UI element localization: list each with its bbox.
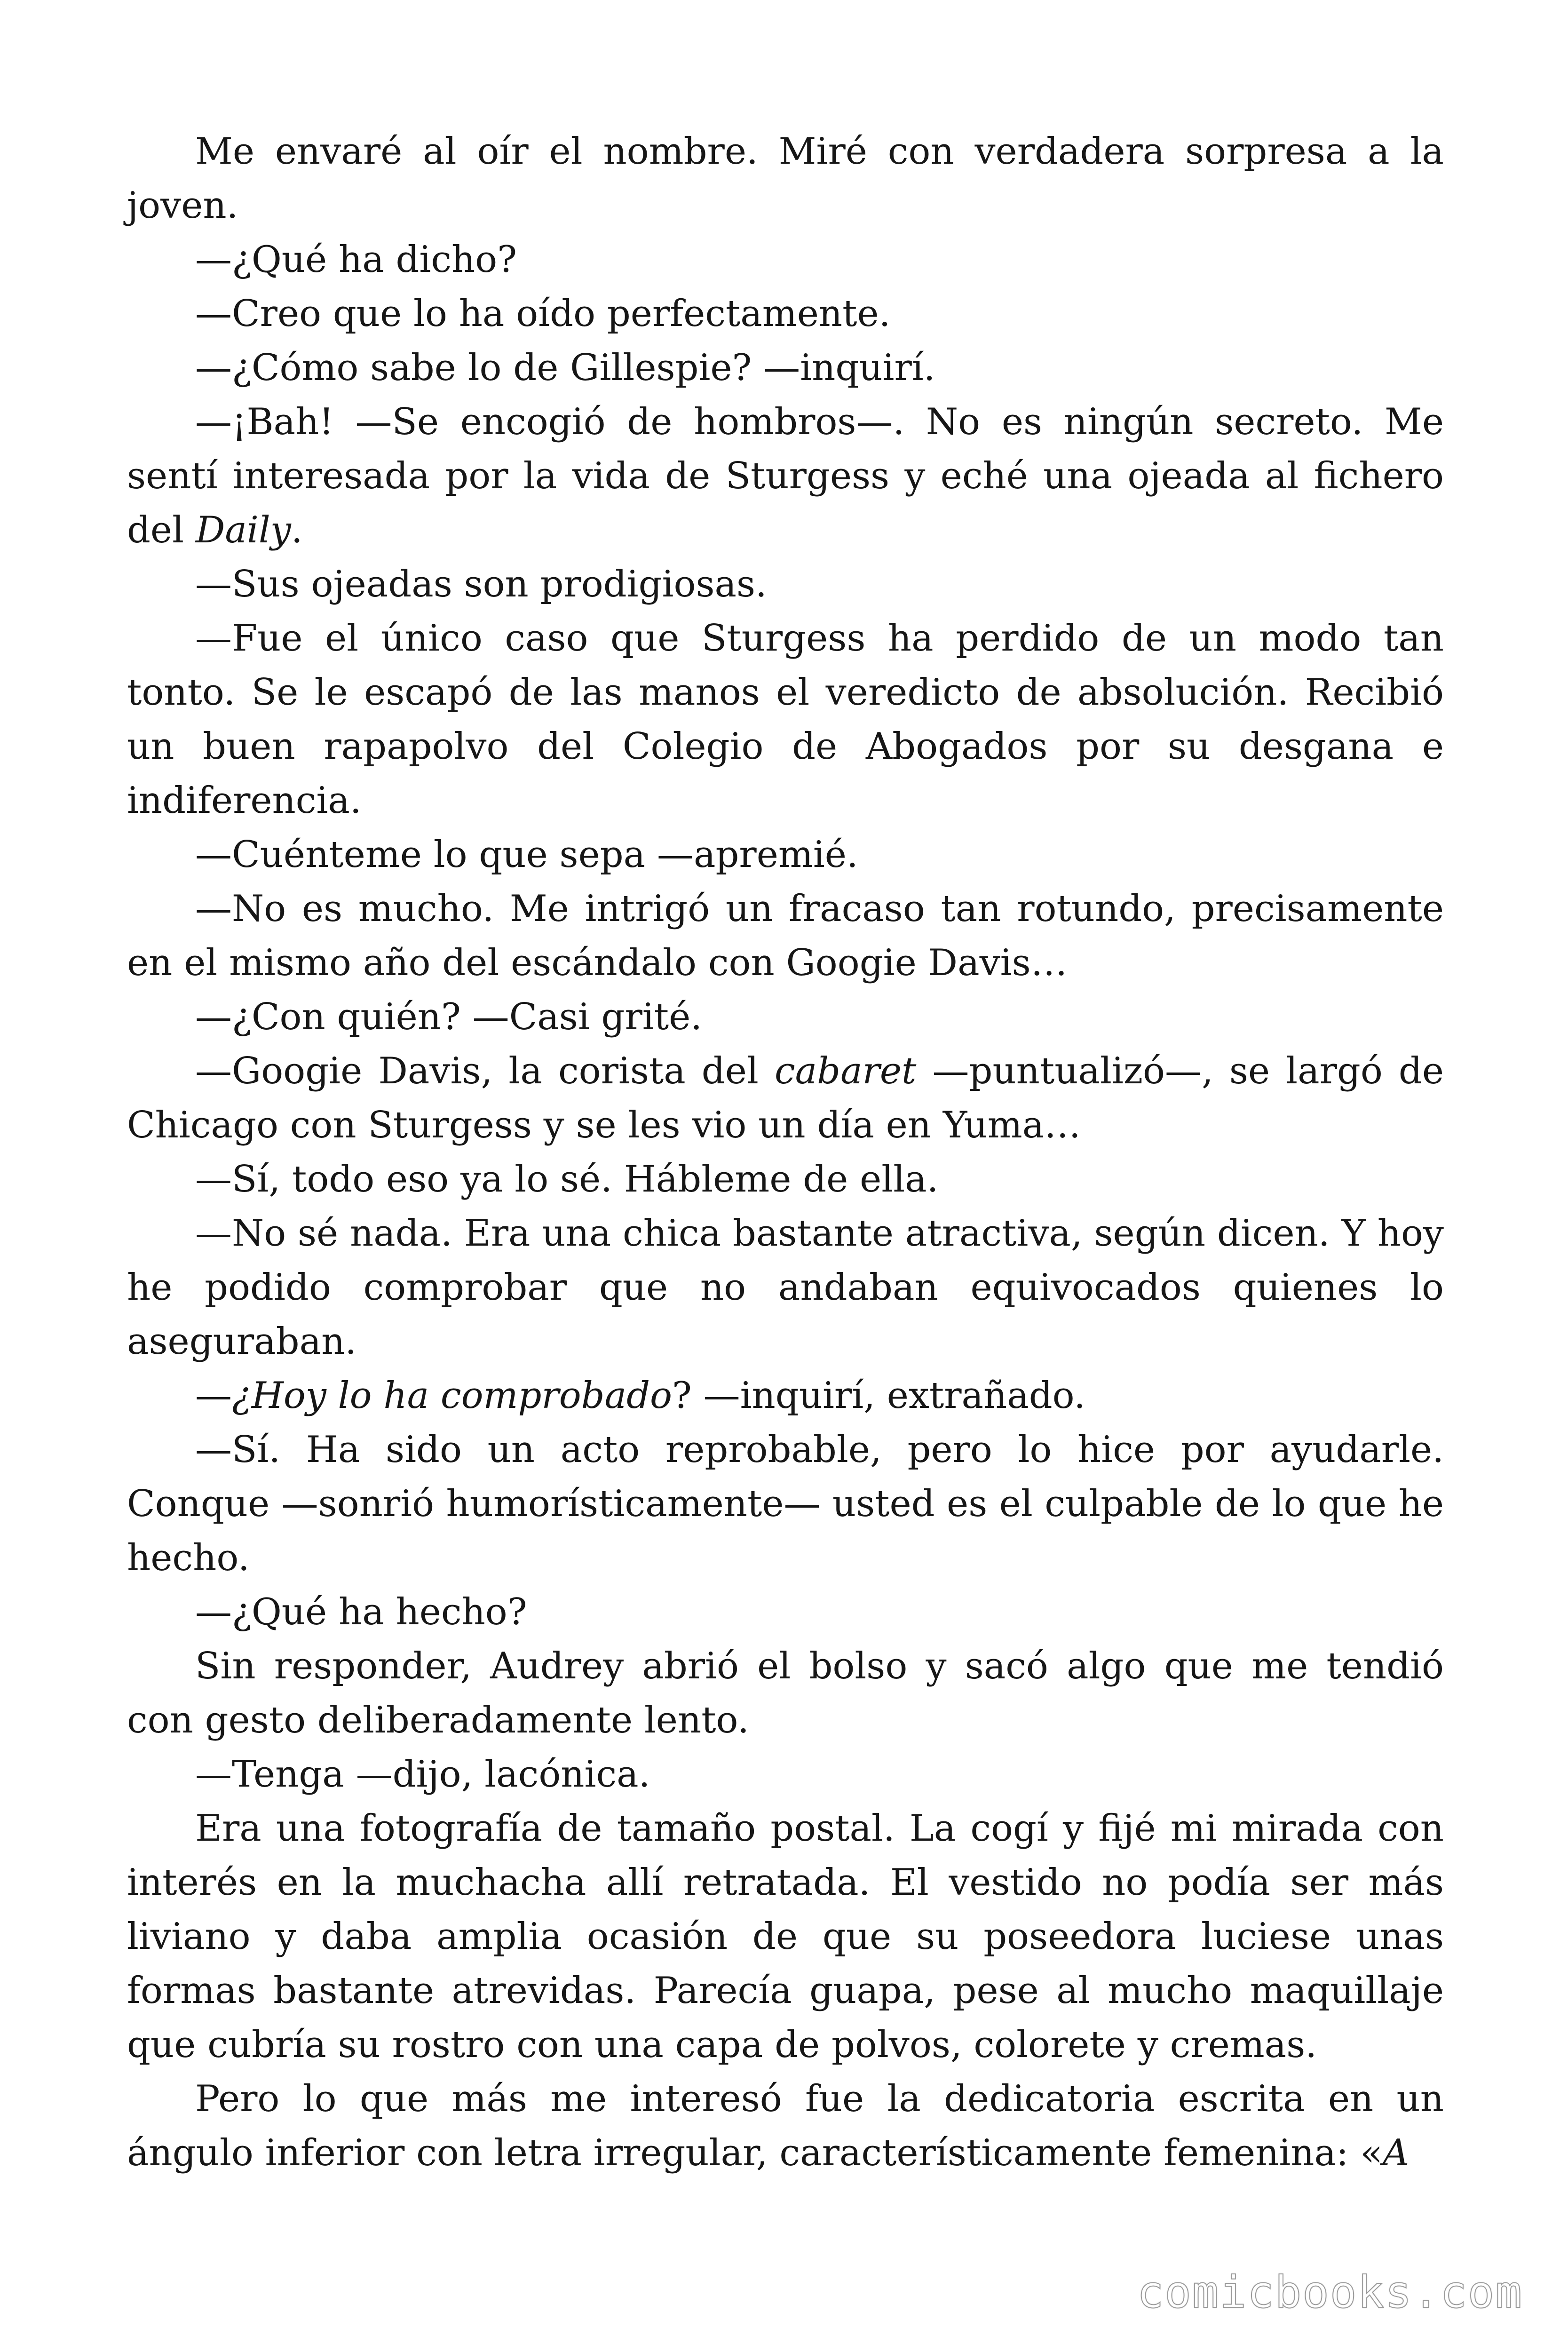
paragraph: —Cuénteme lo que sepa —apremié. bbox=[195, 834, 858, 876]
paragraph: —Sí, todo eso ya lo sé. Hábleme de ella. bbox=[195, 1158, 939, 1200]
paragraph: Sin responder, Audrey abrió el bolso y sacó algo que me tendió con gesto deliberadamente lento. bbox=[127, 1645, 1444, 1741]
watermark-logo: comicbooks.com bbox=[1137, 2267, 1523, 2318]
paragraph: —¿Cómo sabe lo de Gillespie? —inquirí. bbox=[195, 347, 935, 389]
paragraph: —¿Qué ha hecho? bbox=[195, 1591, 527, 1633]
paragraph: —Tenga —dijo, lacónica. bbox=[195, 1753, 650, 1796]
paragraph: —¿Qué ha dicho? bbox=[195, 238, 517, 281]
page-body-text bbox=[127, 125, 1444, 2180]
paragraph: —Sí. Ha sido un acto reprobable, pero lo hice por ayudarle. Conque —sonrió humorísticamente— usted es el culpable de lo que he hecho. bbox=[127, 1429, 1444, 1579]
paragraph: —Googie Davis, la corista del cabaret —puntualizó—, se largó de Chicago con Sturgess y se les vio un día en Yuma… bbox=[127, 1050, 1444, 1146]
paragraph: Pero lo que más me interesó fue la dedicatoria escrita en un ángulo inferior con letra irregular, característicamente femenina: «A bbox=[127, 2078, 1444, 2174]
paragraph: Era una fotografía de tamaño postal. La cogí y fijé mi mirada con interés en la muchacha allí retratada. El vestido no podía ser más liviano y daba amplia ocasión de que su poseedora luciese unas formas bastante atrevidas. Parecía guapa, pese al mucho maquillaje que cubría su rostro con una capa de polvos, colorete y cremas. bbox=[127, 1807, 1444, 2066]
paragraph: —¿Con quién? —Casi grité. bbox=[195, 996, 703, 1038]
paragraph: —¿Hoy lo ha comprobado? —inquirí, extrañado. bbox=[195, 1375, 1086, 1417]
paragraph: —Fue el único caso que Sturgess ha perdido de un modo tan tonto. Se le escapó de las manos el veredicto de absolución. Recibió un buen rapapolvo del Colegio de Abogados por su desgana e indiferencia. bbox=[127, 617, 1444, 822]
paragraph: Me envaré al oír el nombre. Miré con verdadera sorpresa a la joven. bbox=[127, 130, 1444, 227]
paragraph: —¡Bah! —Se encogió de hombros—. No es ningún secreto. Me sentí interesada por la vida de Sturgess y eché una ojeada al fichero del Daily. bbox=[127, 401, 1444, 551]
paragraph: —No es mucho. Me intrigó un fracaso tan rotundo, precisamente en el mismo año del escándalo con Googie Davis… bbox=[127, 888, 1444, 984]
paragraph: —No sé nada. Era una chica bastante atractiva, según dicen. Y hoy he podido comprobar que no andaban equivocados quienes lo aseguraban. bbox=[127, 1212, 1444, 1363]
paragraph: —Creo que lo ha oído perfectamente. bbox=[195, 293, 891, 335]
paragraph: —Sus ojeadas son prodigiosas. bbox=[195, 563, 767, 605]
